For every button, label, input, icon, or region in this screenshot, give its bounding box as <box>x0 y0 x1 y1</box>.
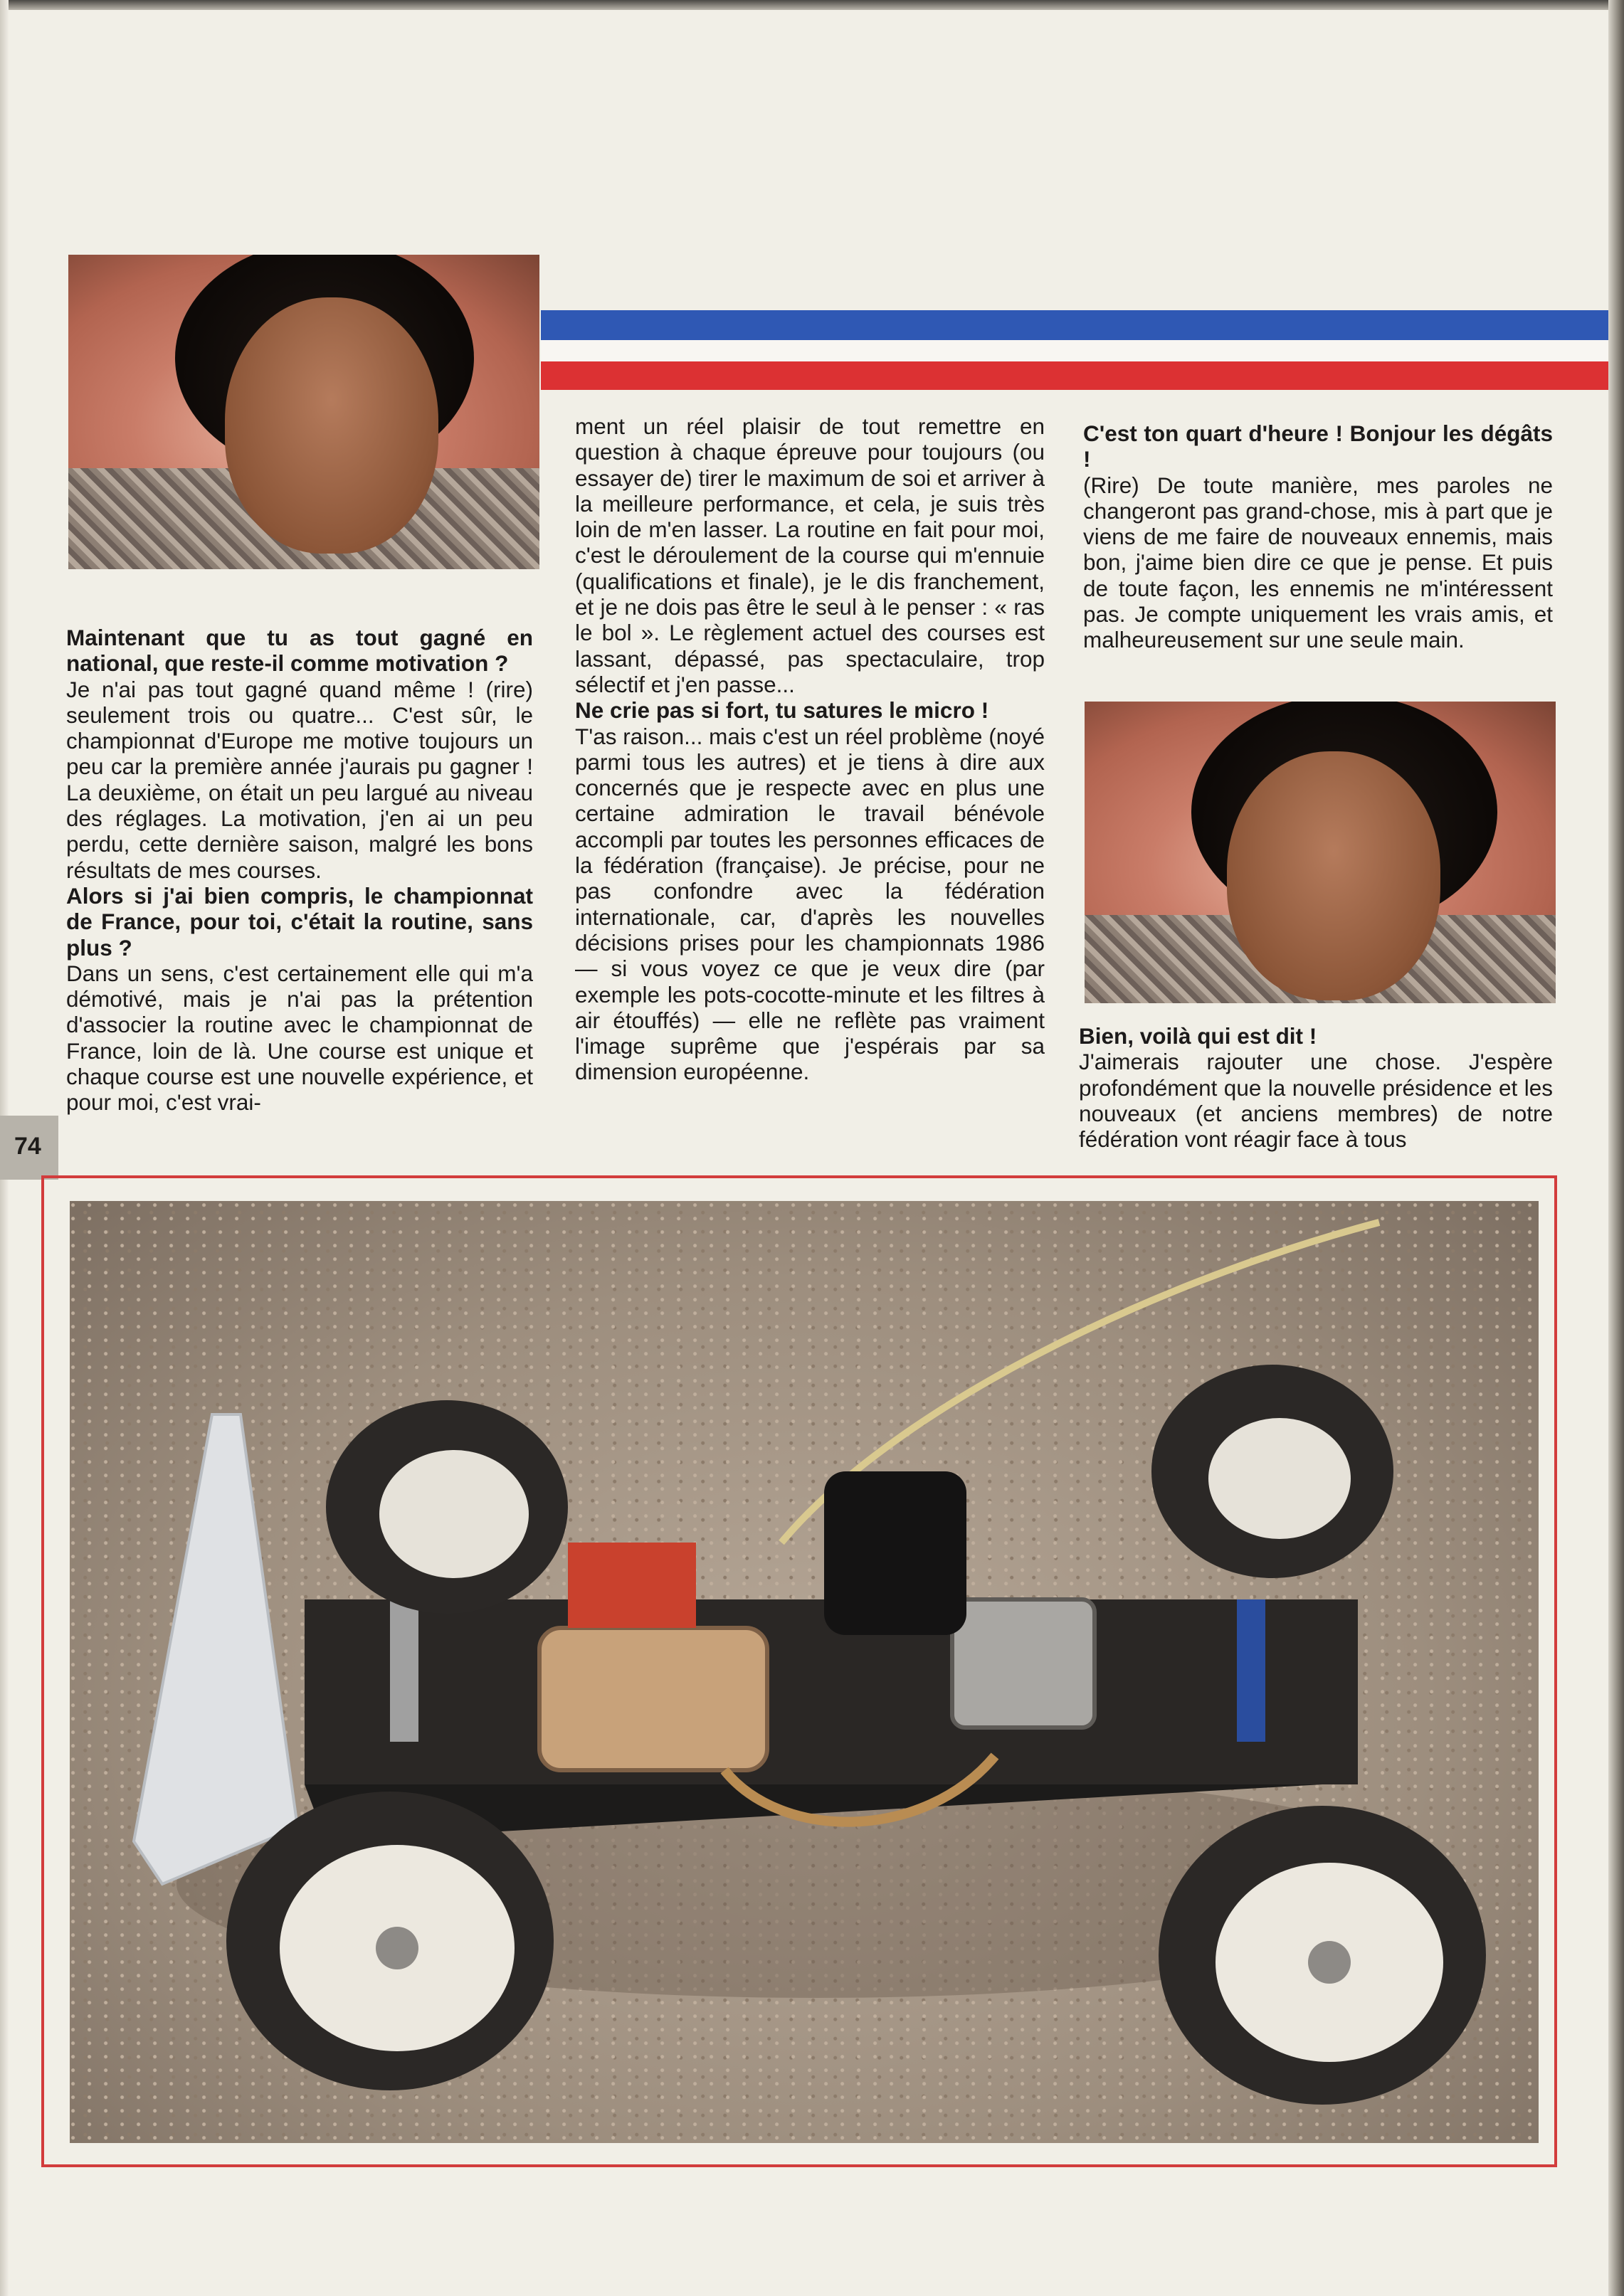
stripe-blue <box>541 310 1608 340</box>
air-filter <box>824 1471 966 1635</box>
rear-wing <box>134 1414 297 1884</box>
stripe-white <box>541 340 1608 361</box>
page-number: 74 <box>14 1133 41 1160</box>
column-3-top <box>1083 420 1553 653</box>
column-1 <box>66 625 533 1116</box>
wheel-rear-top <box>326 1400 568 1614</box>
page-top-edge <box>0 0 1624 10</box>
column-2 <box>575 413 1045 1085</box>
answer: T'as raison... mais c'est un réel problème (noyé parmi tous les autres) et je tiens à dire aux concernés que je respecte avec en plus une certaine admiration le travail bénévole accompli par toutes les personnes efficaces de la fédération (française). Je précise, pour ne pas confondre avec la fédération internationale, car, d'après les nouvelles décisions prises pour les championnats 1986 — si vous voyez ce que je veux dire (par exemple les pots-cocotte-minute et les filtres à air étouffés) — elle ne reflète pas vraiment l'image suprême que j'espérais par sa dimension européenne. <box>575 723 1045 1085</box>
answer: (Rire) De toute manière, mes paroles ne changeront pas grand-chose, mis à part que je viens de me faire de nouveaux ennemis, mais bon, j'aime bien dire ce que je pense. Et puis de toute façon, les ennemis ne m'intéressent pas. Je compte uniquement les vrais amis, et malheureusement sur une seule main. <box>1083 472 1553 653</box>
question: C'est ton quart d'heure ! Bonjour les dégâts ! <box>1083 420 1553 472</box>
front-shock <box>1237 1599 1265 1742</box>
answer: J'aimerais rajouter une chose. J'espère profondément que la nouvelle présidence et les nouveaux (et anciens membres) de notre fédération vont réagir face à tous <box>1079 1049 1553 1153</box>
wheel-front-bottom <box>1159 1806 1486 2105</box>
rc-car-photo <box>70 1201 1539 2143</box>
portrait-face <box>1227 751 1440 1000</box>
portrait-photo-top-left <box>68 255 539 569</box>
question: Alors si j'ai bien compris, le championnat de France, pour toi, c'était la routine, sans plus ? <box>66 882 533 961</box>
stripe-red <box>541 361 1608 390</box>
answer: Je n'ai pas tout gagné quand même ! (rire) seulement trois ou quatre... C'est sûr, le championnat d'Europe me motive toujours un peu car la première année j'aurais pu gagner ! La deuxième, on était un peu largué au niveau des réglages. La motivation, j'en ai un peu perdu, cette dernière saison, malgré les bons résultats de mes courses. <box>66 676 533 883</box>
question: Ne crie pas si fort, tu satures le micro ! <box>575 697 989 724</box>
portrait-photo-right <box>1085 702 1556 1003</box>
answer: Dans un sens, c'est certainement elle qui m'a démotivé, mais je n'ai pas la prétention d'associer la routine avec le championnat de France, loin de là. Une course est unique et chaque course est une nouvelle expérience, et pour moi, c'est vrai- <box>66 960 533 1116</box>
engine-cylinder <box>952 1599 1095 1728</box>
receiver-box <box>568 1543 696 1628</box>
column-3-bottom <box>1079 1023 1553 1152</box>
question: Bien, voilà qui est dit ! <box>1079 1023 1317 1049</box>
fuel-tank <box>539 1628 767 1770</box>
rc-car-drawing <box>70 1201 1539 2143</box>
wheel-rear-bottom <box>226 1792 554 2090</box>
wheel-front-top <box>1151 1365 1393 1578</box>
rear-shock <box>390 1599 418 1742</box>
page-binding-edge <box>1608 0 1624 2296</box>
question: Maintenant que tu as tout gagné en national, que reste-il comme motivation ? <box>66 625 533 677</box>
portrait-face <box>225 297 438 554</box>
answer: ment un réel plaisir de tout remettre en question à chaque épreuve pour toujours (ou essayer de) tirer le maximum de soi et arriver à la meilleure performance, et cela, je suis très loin de m'en lasser. La routine en fait pour moi, c'est le déroulement de la course qui m'ennuie (qualifications et finale), je le dis franchement, et je ne dois pas être le seul à le penser : « ras le bol ». Le règlement actuel des courses est lassant, dépassé, pas spectaculaire, trop sélectif et j'en passe... <box>575 413 1045 697</box>
